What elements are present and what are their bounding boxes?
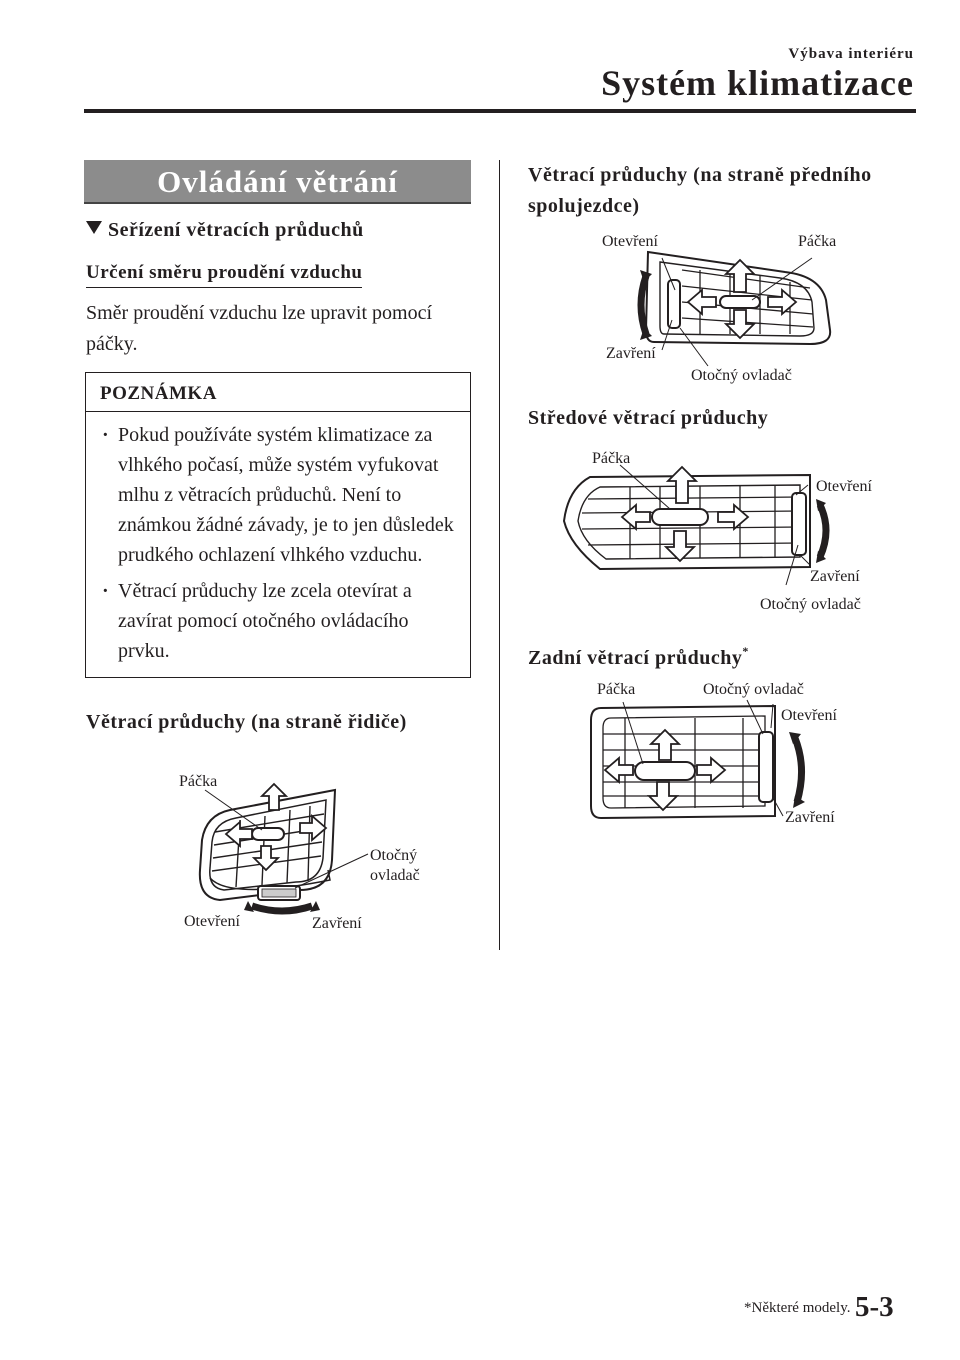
note-item: · Pokud používáte systém klimatizace za vlhkého počasí, může systém vyfukovat mlhu z větracích průduchů. Není to známkou žádné závady, je to jen důsledek prudkého ochlazení vlhkého vzduchu.	[100, 420, 456, 570]
note-item: · Větrací průduchy lze zcela otevírat a zavírat pomocí otočného ovládacího prvku.	[100, 576, 456, 666]
header-subtitle: Výbava interiéru	[788, 46, 914, 62]
triangle-bullet-icon	[86, 221, 102, 234]
rear-lever-label: Páčka	[597, 681, 636, 698]
section-title: Ovládání větrání	[157, 164, 398, 199]
center-close-label: Zavření	[810, 568, 860, 585]
column-divider	[499, 160, 500, 950]
passenger-open-label: Otevření	[602, 233, 658, 250]
driver-vent-figure	[170, 770, 440, 940]
center-open-label: Otevření	[816, 478, 872, 495]
note-heading: POZNÁMKA	[86, 373, 470, 412]
center-vent-figure	[560, 445, 890, 615]
body-paragraph: Směr proudění vzduchu lze upravit pomocí páčky.	[86, 302, 433, 355]
header-rule	[84, 109, 916, 113]
center-vent-illustration	[560, 445, 890, 615]
footnote: *Některé modely.	[744, 1300, 851, 1316]
note-box	[85, 372, 471, 678]
center-lever-label: Páčka	[592, 450, 631, 467]
passenger-dial-label: Otočný ovladač	[691, 367, 792, 384]
rear-vent-heading	[528, 636, 749, 674]
rear-dial-label: Otočný ovladač	[703, 681, 804, 698]
note-list	[86, 412, 470, 666]
driver-open-label: Otevření	[184, 913, 240, 930]
rear-vent-heading-mark: *	[742, 644, 749, 658]
passenger-vent-figure	[600, 230, 870, 390]
passenger-close-label: Zavření	[606, 345, 656, 362]
passenger-vent-heading: Větrací průduchy (na straně předního spolujezdce)	[528, 164, 872, 217]
rear-open-label: Otevření	[781, 707, 837, 724]
section-title-band	[84, 160, 471, 204]
driver-dial-label-line2: ovladač	[370, 867, 420, 884]
center-dial-label: Otočný ovladač	[760, 596, 861, 613]
header-title: Systém klimatizace	[601, 63, 914, 103]
page-number: 5-3	[855, 1291, 894, 1323]
passenger-lever-label: Páčka	[798, 233, 837, 250]
rear-close-label: Zavření	[785, 809, 835, 826]
driver-close-label: Zavření	[312, 915, 362, 932]
driver-lever-label: Páčka	[179, 773, 218, 790]
rear-vent-figure	[585, 678, 875, 838]
center-vent-heading: Středové větrací průduchy	[528, 407, 769, 429]
small-heading: Určení směru proudění vzduchu	[86, 262, 362, 288]
subheading-text: Seřízení větracích průduchů	[108, 219, 364, 241]
driver-vent-heading: Větrací průduchy (na straně řidiče)	[86, 711, 407, 733]
driver-dial-label-line1: Otočný	[370, 847, 418, 864]
rear-vent-heading-text: Zadní větrací průduchy	[528, 647, 743, 669]
subheading	[86, 219, 364, 242]
